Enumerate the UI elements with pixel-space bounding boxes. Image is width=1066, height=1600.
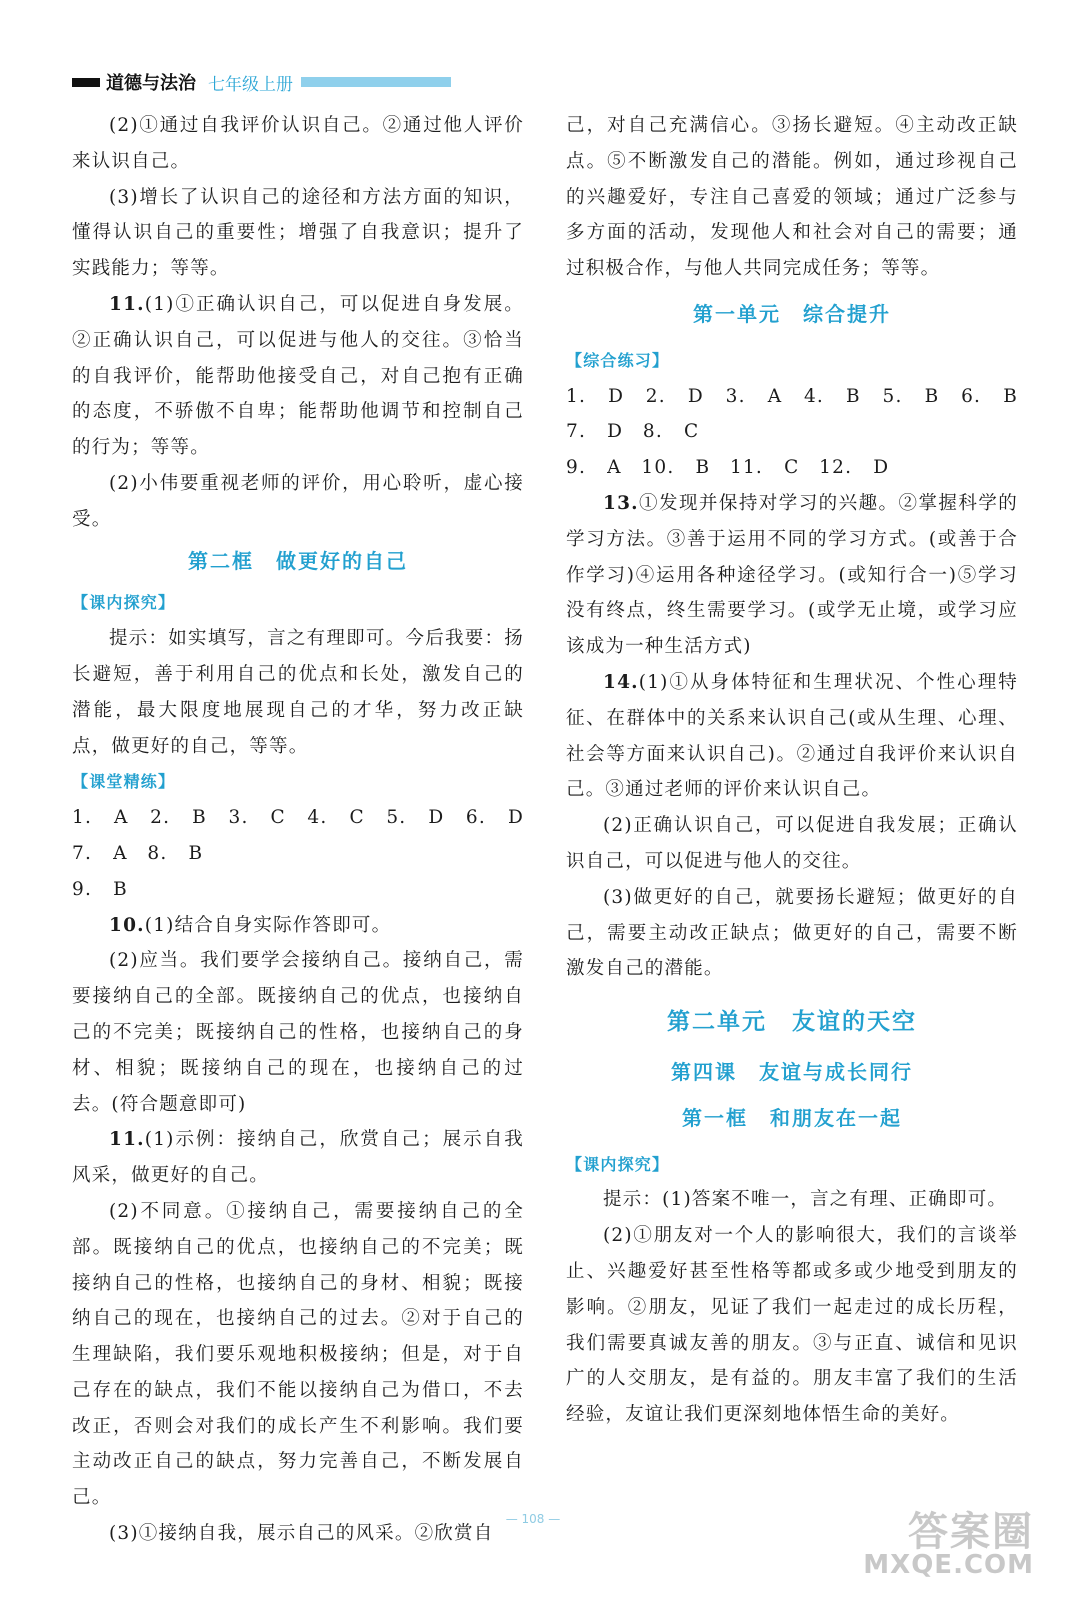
answer-text: (1)①正确认识自己，可以促进自身发展。②正确认识自己，可以促进与他人的交往。③恰当的自我评价，能帮助他接受自己，对自己抱有正确的态度，不骄傲不自卑；能帮助他调节和控制自己的行为；等等。 — [72, 293, 524, 459]
question-11 — [72, 287, 524, 466]
section-heading: 第二框 做更好的自己 — [188, 548, 408, 573]
header-subject: 道德与法治 — [106, 73, 196, 94]
paragraph: 提示：如实填写，言之有理即可。今后我要：扬长避短，善于利用自己的优点和长处，激发自己的潜能，最大限度地展现自己的才华，努力改正缺点，做更好的自己，等等。 — [72, 628, 524, 757]
answer-text: (1)示例：接纳自己，欣赏自己；展示自我风采，做更好的自己。 — [72, 1129, 524, 1187]
section-tag: 【课内探究】 — [72, 593, 176, 613]
paragraph: (3)增长了认识自己的途径和方法方面的知识，懂得认识自己的重要性；增强了自我意识；提升了实践能力；等等。 — [72, 186, 524, 280]
answer-row: 1. A 2. B 3. C 4. C 5. D 6. D 7. A 8. B — [72, 807, 544, 864]
answer-text: (1)结合自身实际作答即可。 — [144, 914, 392, 936]
question-number: 14. — [603, 671, 639, 693]
watermark-url: MXQE.COM — [863, 1550, 1034, 1580]
question-10 — [72, 908, 524, 944]
header-dark-bar — [72, 78, 100, 87]
running-header — [72, 70, 451, 94]
page-number: — 108 — — [505, 1512, 561, 1526]
watermark — [863, 1509, 1034, 1580]
question-13 — [566, 486, 1018, 665]
paragraph: (3)①接纳自我，展示自己的风采。②欣赏自 — [109, 1523, 494, 1545]
answer-row: 9. A 10. B 11. C 12. D — [566, 457, 890, 479]
question-number: 11. — [109, 1129, 145, 1151]
paragraph: (2)应当。我们要学会接纳自己。接纳自己，需要接纳自己的全部。既接纳自己的优点，也接纳自己的不完美；既接纳自己的性格，也接纳自己的身材、相貌；既接纳自己的现在，也接纳自己的过去。(符合题意即可) — [72, 950, 524, 1115]
paragraph: (3)做更好的自己，就要扬长避短；做更好的自己，需要主动改正缺点；做更好的自己，需要不断激发自己的潜能。 — [566, 886, 1018, 980]
right-column — [566, 108, 1038, 1433]
question-14 — [566, 665, 1018, 808]
unit-review-heading: 第一单元 综合提升 — [693, 301, 891, 326]
unit-heading: 第二单元 友谊的天空 — [667, 1009, 917, 1036]
answer-row: 1. D 2. D 3. A 4. B 5. B 6. B 7. D 8. C — [566, 385, 1038, 443]
section-tag: 【综合练习】 — [566, 350, 670, 370]
answer-text: (1)①从身体特征和生理状况、个性心理特征、在群体中的关系来认识自己(或从生理、心理、社会等方面来认识自己)。②通过自我评价来认识自己。③通过老师的评价来认识自己。 — [566, 671, 1018, 801]
question-number: 10. — [109, 914, 145, 936]
header-light-bar — [301, 77, 451, 87]
answer-row: 9. B — [72, 878, 128, 900]
paragraph: (2)不同意。①接纳自己，需要接纳自己的全部。既接纳自己的优点，也接纳自己的不完美；既接纳自己的性格，也接纳自己的身材、相貌；既接纳自己的现在，也接纳自己的过去。②对于自己的生理缺陷，我们要乐观地积极接纳；但是，对于自己存在的缺点，我们不能以接纳自己为借口，不去改正，否则会对我们的成长产生不利影响。我们要主动改正自己的缺点，努力完善自己，不断发展自己。 — [72, 1200, 524, 1509]
paragraph: (2)①通过自我评价认识自己。②通过他人评价来认识自己。 — [72, 115, 524, 172]
section-tag: 【课堂精练】 — [72, 772, 176, 792]
paragraph: 己，对自己充满信心。③扬长避短。④主动改正缺点。⑤不断激发自己的潜能。例如，通过珍视自己的兴趣爱好，专注自己喜爱的领域；通过广泛参与多方面的活动，发现他人和社会对自己的需要；通过积极合作，与他人共同完成任务；等等。 — [566, 115, 1018, 280]
paragraph: (2)①朋友对一个人的影响很大，我们的言谈举止、兴趣爱好甚至性格等都或多或少地受到朋友的影响。②朋友，见证了我们一起走过的成长历程，我们需要真诚友善的朋友。③与正直、诚信和见识广的人交朋友，是有益的。朋友丰富了我们的生活经验，友谊让我们更深刻地体悟生命的美好。 — [566, 1225, 1018, 1426]
watermark-text: 答案圈 — [908, 1509, 1034, 1555]
lesson-heading: 第四课 友谊与成长同行 — [671, 1059, 913, 1084]
paragraph: (2)小伟要重视老师的评价，用心聆听，虚心接受。 — [72, 472, 524, 530]
paragraph: 提示：(1)答案不唯一，言之有理、正确即可。 — [603, 1189, 1008, 1211]
header-grade: 七年级上册 — [208, 74, 293, 95]
question-number: 11. — [109, 293, 145, 315]
section-heading: 第一框 和朋友在一起 — [682, 1105, 902, 1130]
answer-text: ①发现并保持对学习的兴趣。②掌握科学的学习方法。③善于运用不同的学习方式。(或善于合作学习)④运用各种途径学习。(或知行合一)⑤学习没有终点，终生需要学习。(或学无止境，或学习应该成为一种生活方式) — [566, 492, 1018, 658]
paragraph: (2)正确认识自己，可以促进自我发展；正确认识自己，可以促进与他人的交往。 — [566, 815, 1018, 872]
question-11 — [72, 1122, 524, 1194]
question-number: 13. — [603, 492, 639, 514]
section-tag: 【课内探究】 — [566, 1154, 670, 1174]
